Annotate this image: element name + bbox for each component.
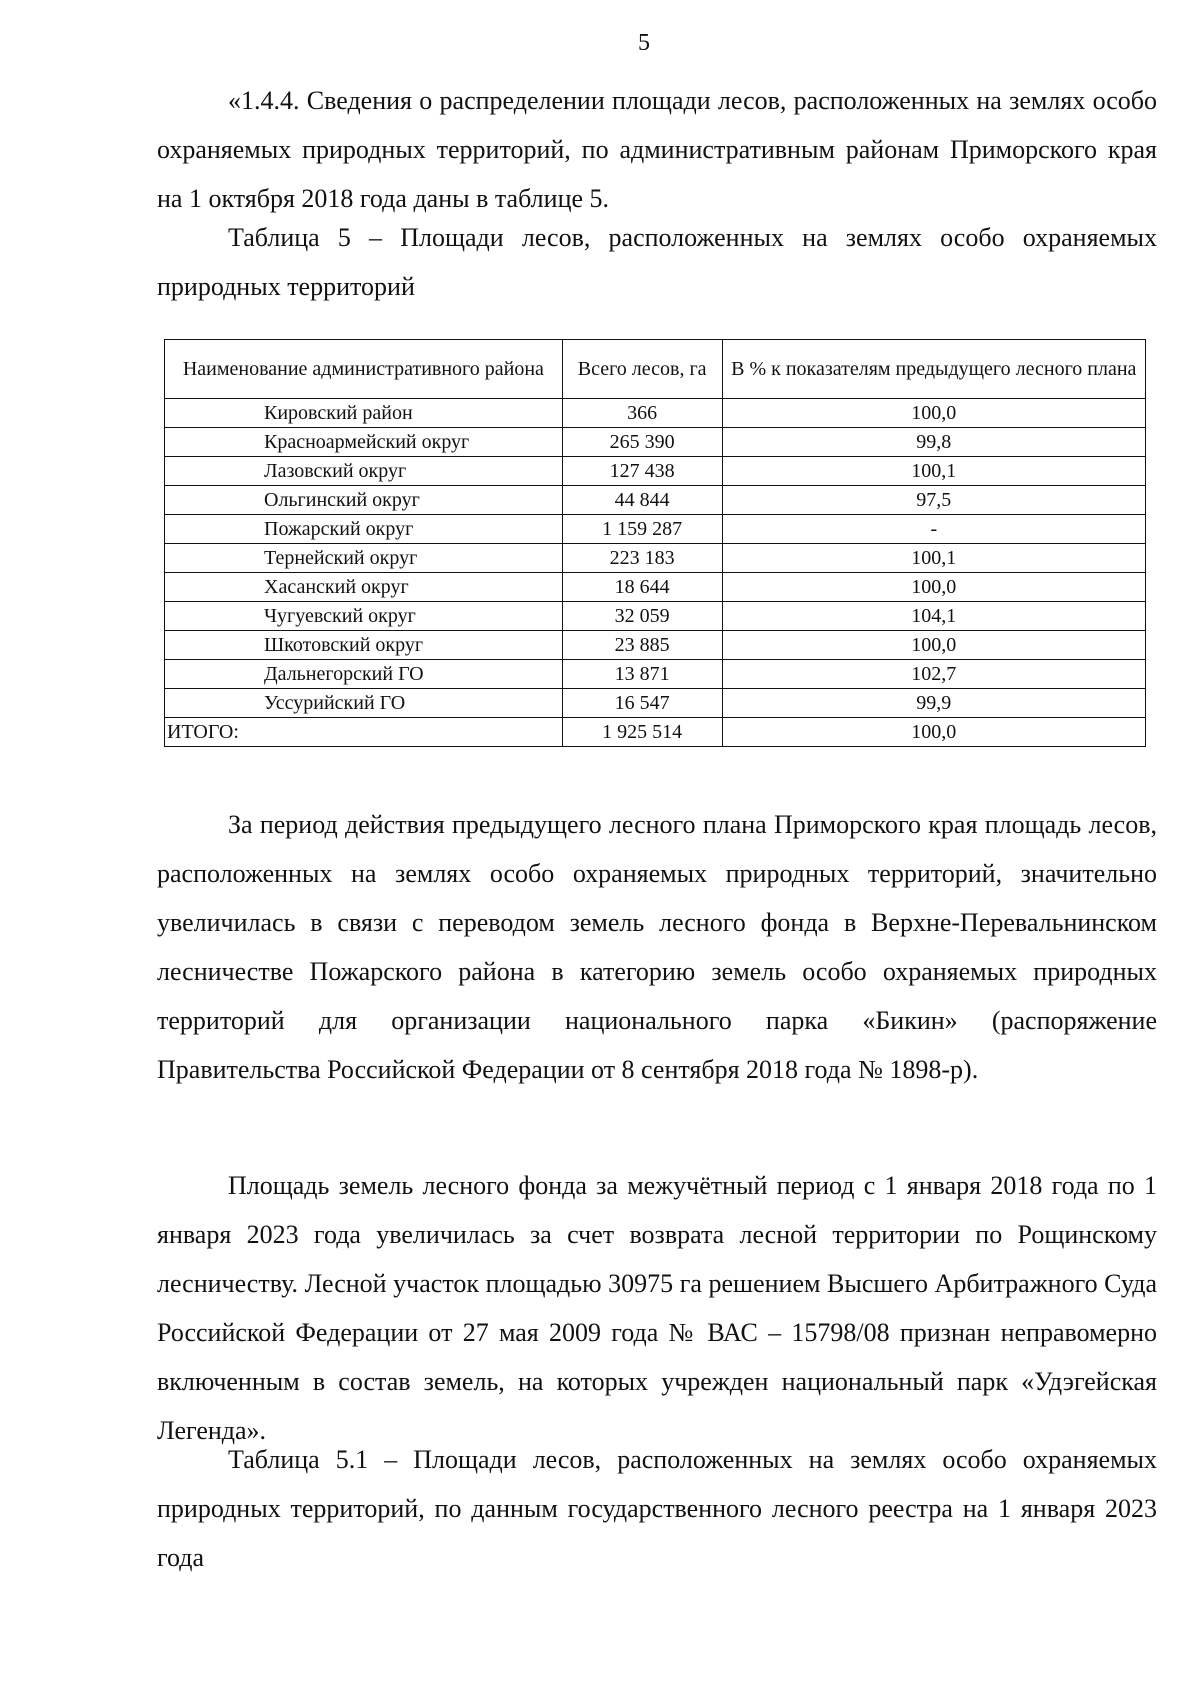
cell-percent: 99,9 bbox=[722, 689, 1145, 718]
table-total-row bbox=[165, 718, 1146, 747]
cell-area: 223 183 bbox=[562, 544, 722, 573]
cell-district: Уссурийский ГО bbox=[165, 689, 563, 718]
table-row bbox=[165, 515, 1146, 544]
cell-total-area: 1 925 514 bbox=[562, 718, 722, 747]
cell-area: 265 390 bbox=[562, 428, 722, 457]
page-number: 5 bbox=[638, 30, 650, 56]
cell-district: Чугуевский округ bbox=[165, 602, 563, 631]
cell-percent: 100,0 bbox=[722, 573, 1145, 602]
cell-area: 44 844 bbox=[562, 486, 722, 515]
paragraph-period: За период действия предыдущего лесного плана Приморского края площадь лесов, расположенных на землях особо охраняемых природных территорий, значительно увеличилась в связи с переводом земель лесного фонда в Верхне-Перевальнинском лесничестве Пожарского района в категорию земель особо охраняемых природных территорий для организации национального парка «Бикин» (распоряжение Правительства Российской Федерации от 8 сентября 2018 года № 1898-р). bbox=[157, 810, 1157, 1084]
cell-area: 23 885 bbox=[562, 631, 722, 660]
table-row bbox=[165, 428, 1146, 457]
header-district: Наименование административного района bbox=[165, 340, 563, 399]
cell-district: Кировский район bbox=[165, 399, 563, 428]
cell-district: Красноармейский округ bbox=[165, 428, 563, 457]
header-percent: В % к показателям предыдущего лесного плана bbox=[722, 340, 1145, 399]
table-row bbox=[165, 689, 1146, 718]
table-row bbox=[165, 660, 1146, 689]
cell-district: Шкотовский округ bbox=[165, 631, 563, 660]
cell-district: Пожарский округ bbox=[165, 515, 563, 544]
cell-percent: 100,0 bbox=[722, 399, 1145, 428]
cell-percent: 100,1 bbox=[722, 544, 1145, 573]
cell-district: Хасанский округ bbox=[165, 573, 563, 602]
cell-area: 32 059 bbox=[562, 602, 722, 631]
cell-district: Ольгинский округ bbox=[165, 486, 563, 515]
intro-paragraph: «1.4.4. Сведения о распределении площади лесов, расположенных на землях особо охраняемых природных территорий, по административным районам Приморского края на 1 октября 2018 года даны в таблице 5. bbox=[157, 86, 1157, 213]
cell-district: Тернейский округ bbox=[165, 544, 563, 573]
header-total-forest: Всего лесов, га bbox=[562, 340, 722, 399]
table-row bbox=[165, 399, 1146, 428]
cell-percent: 100,1 bbox=[722, 457, 1145, 486]
table5-caption: Таблица 5 – Площади лесов, расположенных на землях особо охраняемых природных территорий bbox=[157, 223, 1157, 301]
cell-district: Дальнегорский ГО bbox=[165, 660, 563, 689]
cell-area: 18 644 bbox=[562, 573, 722, 602]
table-row bbox=[165, 573, 1146, 602]
cell-area: 127 438 bbox=[562, 457, 722, 486]
cell-percent: 99,8 bbox=[722, 428, 1145, 457]
table-row bbox=[165, 631, 1146, 660]
cell-total-label: ИТОГО: bbox=[165, 718, 563, 747]
cell-percent: - bbox=[722, 515, 1145, 544]
table-row bbox=[165, 602, 1146, 631]
cell-percent: 104,1 bbox=[722, 602, 1145, 631]
cell-area: 366 bbox=[562, 399, 722, 428]
cell-percent: 97,5 bbox=[722, 486, 1145, 515]
cell-total-percent: 100,0 bbox=[722, 718, 1145, 747]
table-row bbox=[165, 544, 1146, 573]
table51-caption: Таблица 5.1 – Площади лесов, расположенных на землях особо охраняемых природных территорий, по данным государственного лесного реестра на 1 января 2023 года bbox=[157, 1445, 1157, 1572]
cell-area: 16 547 bbox=[562, 689, 722, 718]
cell-area: 13 871 bbox=[562, 660, 722, 689]
table-row bbox=[165, 486, 1146, 515]
cell-district: Лазовский округ bbox=[165, 457, 563, 486]
cell-percent: 102,7 bbox=[722, 660, 1145, 689]
table-row bbox=[165, 457, 1146, 486]
cell-area: 1 159 287 bbox=[562, 515, 722, 544]
table-header-row bbox=[165, 340, 1146, 399]
table5 bbox=[164, 339, 1146, 747]
cell-percent: 100,0 bbox=[722, 631, 1145, 660]
paragraph-area: Площадь земель лесного фонда за межучётный период с 1 января 2018 года по 1 января 2023 года увеличилась за счет возврата лесной территории по Рощинскому лесничеству. Лесной участок площадью 30975 га решением Высшего Арбитражного Суда Российской Федерации от 27 мая 2009 года № ВАС – 15798/08 признан неправомерно включенным в состав земель, на которых учрежден национальный парк «Удэгейская Легенда». bbox=[157, 1171, 1157, 1445]
